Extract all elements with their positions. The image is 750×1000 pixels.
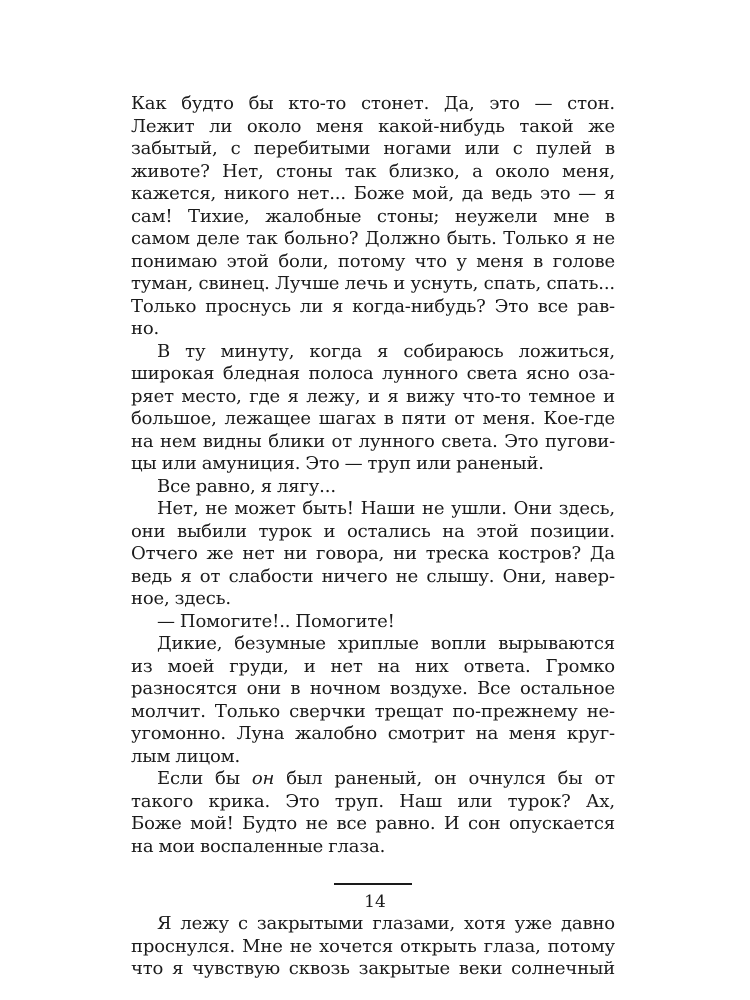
text-line: понимаю этой боли, потому что у меня в голове <box>131 250 615 272</box>
text-line: разносятся они в ночном воздухе. Все остальное <box>131 678 615 699</box>
text-line: из моей груди, и нет на них ответа. Громко <box>131 655 615 677</box>
text-line: забытый, с перебитыми ногами или с пулей в <box>131 138 615 159</box>
text-line: Боже мой! Будто не все равно. И сон опускается <box>131 813 615 834</box>
text-line: проснулся. Мне не хочется открыть глаза, потому <box>131 935 615 957</box>
text-line: большое, лежащее шагах в пяти от меня. Кое-где <box>131 408 615 429</box>
paragraph-3 <box>131 476 615 499</box>
paragraph-5 <box>131 611 615 634</box>
text-line: широкая бледная полоса лунного света ясно оза- <box>131 363 615 384</box>
text-line: ведь я от слабости ничего не слышу. Они, навер- <box>131 565 615 587</box>
section-divider <box>334 883 412 885</box>
text-line: лым лицом. <box>131 745 241 767</box>
paragraph-6 <box>131 633 615 768</box>
text-line: Лежит ли около меня какой-нибудь такой же <box>131 115 615 137</box>
text-line: Отчего же нет ни говора, ни треска костров? Да <box>131 543 615 564</box>
text-run: Если бы <box>157 768 252 789</box>
paragraph-section-2 <box>131 913 615 981</box>
text-line: Нет, не может быть! Наши не ушли. Они здесь, <box>157 498 615 519</box>
paragraph-4 <box>131 498 615 611</box>
text-line: на мои воспаленные глаза. <box>131 835 386 857</box>
text-line: но. <box>131 318 160 339</box>
text-line: кажется, никого нет... Боже мой, да ведь это — я <box>131 183 615 204</box>
text-line: ное, здесь. <box>131 588 231 609</box>
text-line: — Помогите!.. Помогите! <box>157 610 395 632</box>
text-line: ряет место, где я лежу, и я вижу что-то темное и <box>131 385 615 407</box>
text-line: Я лежу с закрытыми глазами, хотя уже давно <box>157 913 615 934</box>
text-line: самом деле так больно? Должно быть. Только я не <box>131 228 615 249</box>
text-line <box>131 768 615 791</box>
paragraph-7 <box>131 768 615 858</box>
text-line: что я чувствую сквозь закрытые веки солнечный <box>131 958 615 979</box>
text-line: Как будто бы кто-то стонет. Да, это — стон. <box>131 93 615 114</box>
text-line: такого крика. Это труп. Наш или турок? Ах, <box>131 790 615 812</box>
text-line: угомонно. Луна жалобно смотрит на меня круг- <box>131 723 615 744</box>
text-line: Только проснусь ли я когда-нибудь? Это все рав- <box>131 295 615 317</box>
text-run: был раненый, он очнулся бы от <box>274 768 615 789</box>
emphasized-word: он <box>251 768 275 789</box>
page-body <box>131 93 615 981</box>
paragraph-2 <box>131 341 615 476</box>
text-line: молчит. Только сверчки трещат по-прежнему не- <box>131 700 615 722</box>
text-line: Дикие, безумные хриплые вопли вырываются <box>157 633 615 654</box>
text-line: животе? Нет, стоны так близко, а около меня, <box>131 160 615 182</box>
text-line: цы или амуниция. Это — труп или раненый. <box>131 453 544 474</box>
text-line: они выбили турок и остались на этой позиции. <box>131 520 615 542</box>
paragraph-1 <box>131 93 615 341</box>
text-line: туман, свинец. Лучше лечь и уснуть, спать, спать... <box>131 273 615 294</box>
text-line: Все равно, я лягу... <box>157 475 336 497</box>
text-line: на нем видны блики от лунного света. Это пугови- <box>131 430 615 452</box>
text-line: сам! Тихие, жалобные стоны; неужели мне в <box>131 205 615 227</box>
text-line: В ту минуту, когда я собираюсь ложиться, <box>157 340 615 362</box>
page-number: 14 <box>364 892 386 912</box>
